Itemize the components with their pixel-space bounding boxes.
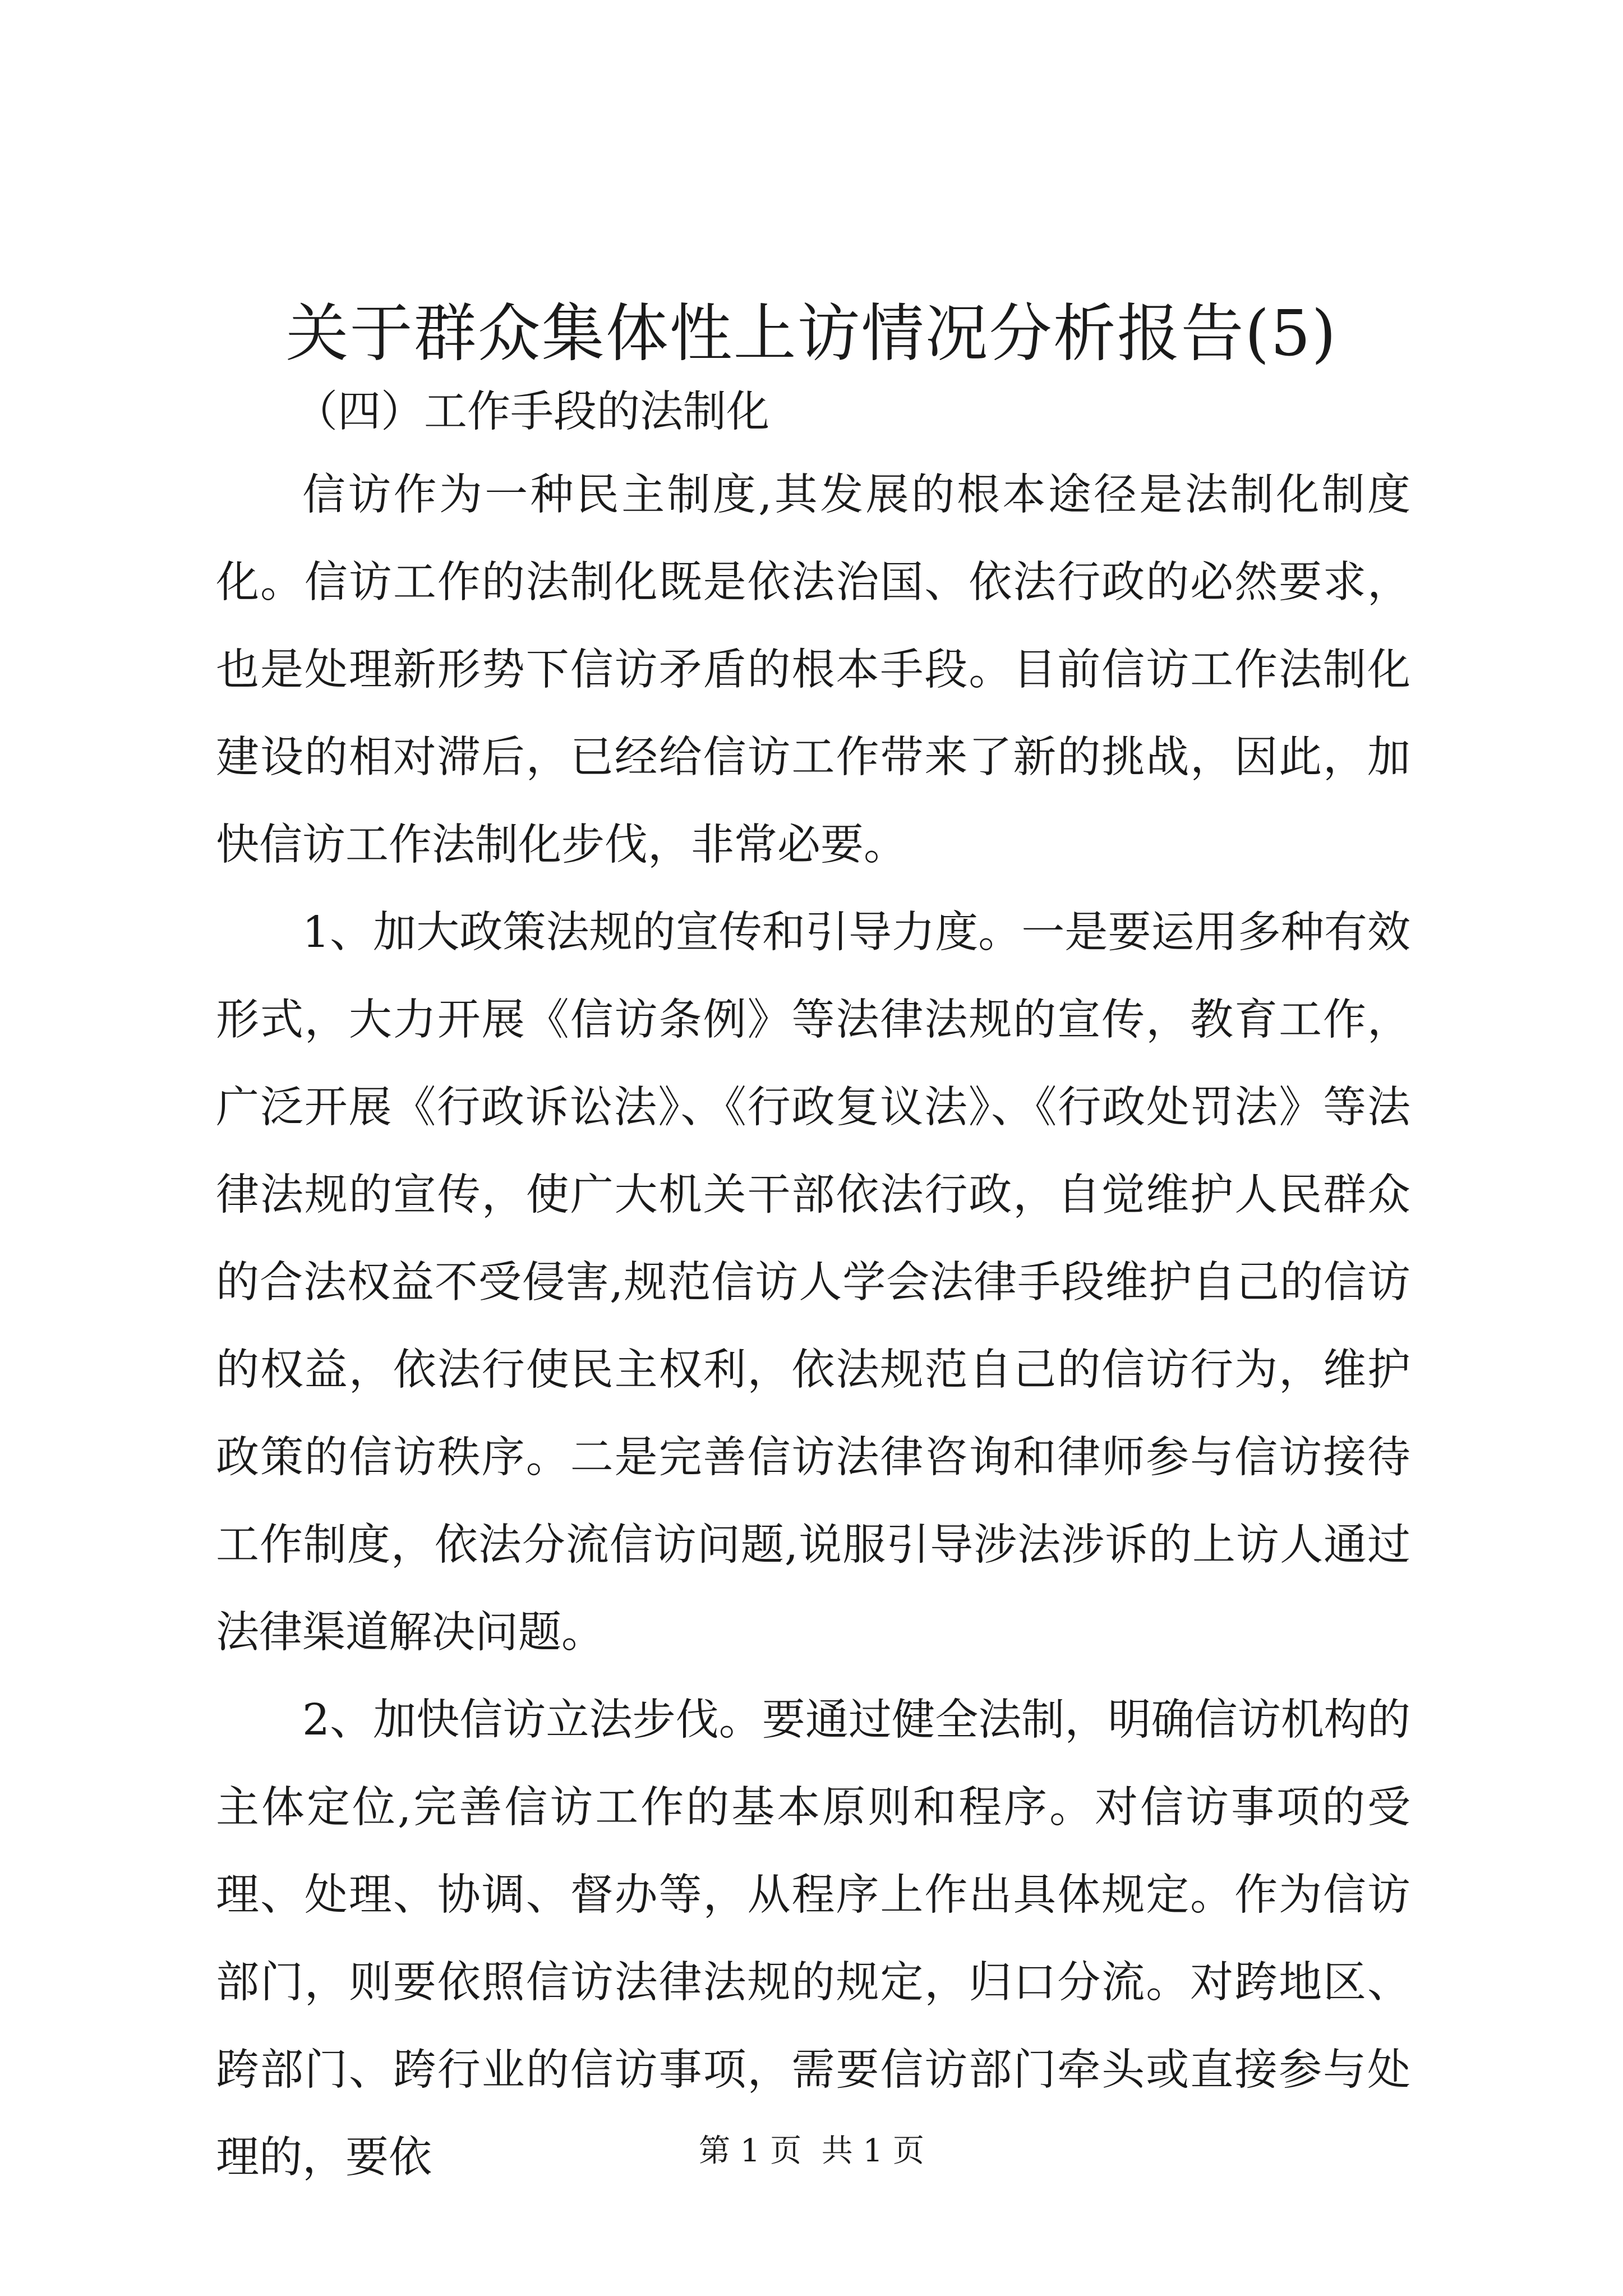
section-subheading: （四）工作手段的法制化: [294, 387, 769, 437]
page-footer: 第 1 页 共 1 页: [698, 2133, 925, 2169]
paragraph-1: 信访作为一种民主制度,其发展的根本途径是法制化制度化。信访工作的法制化既是依法治国、依法行政的必然要求，也是处理新形势下信访矛盾的根本手段。目前信访工作法制化建设的相对滞后，已经给信访工作带来了新的挑战，因此，加快信访工作法制化步伐，非常必要。: [216, 470, 1410, 870]
document-body: [216, 452, 1410, 2202]
paragraph-2: 1、加大政策法规的宣传和引导力度。一是要运用多种有效形式，大力开展《信访条例》等法律法规的宣传，教育工作，广泛开展《行政诉讼法》、《行政复议法》、《行政处罚法》等法律法规的宣传，使广大机关干部依法行政，自觉维护人民群众的合法权益不受侵害,规范信访人学会法律手段维护自己的信访的权益，依法行使民主权利，依法规范自己的信访行为，维护政策的信访秩序。二是完善信访法律咨询和律师参与信访接待工作制度，依法分流信访问题,说服引导涉法涉诉的上访人通过法律渠道解决问题。: [216, 908, 1410, 1658]
page-title: 关于群众集体性上访情况分析报告(5): [285, 297, 1338, 370]
paragraph-3: 2、加快信访立法步伐。要通过健全法制，明确信访机构的主体定位,完善信访工作的基本原则和程序。对信访事项的受理、处理、协调、督办等，从程序上作出具体规定。作为信访部门，则要依照信访法律法规的规定，归口分流。对跨地区、跨部门、跨行业的信访事项，需要信访部门牵头或直接参与处理的，要依: [216, 1695, 1410, 2183]
